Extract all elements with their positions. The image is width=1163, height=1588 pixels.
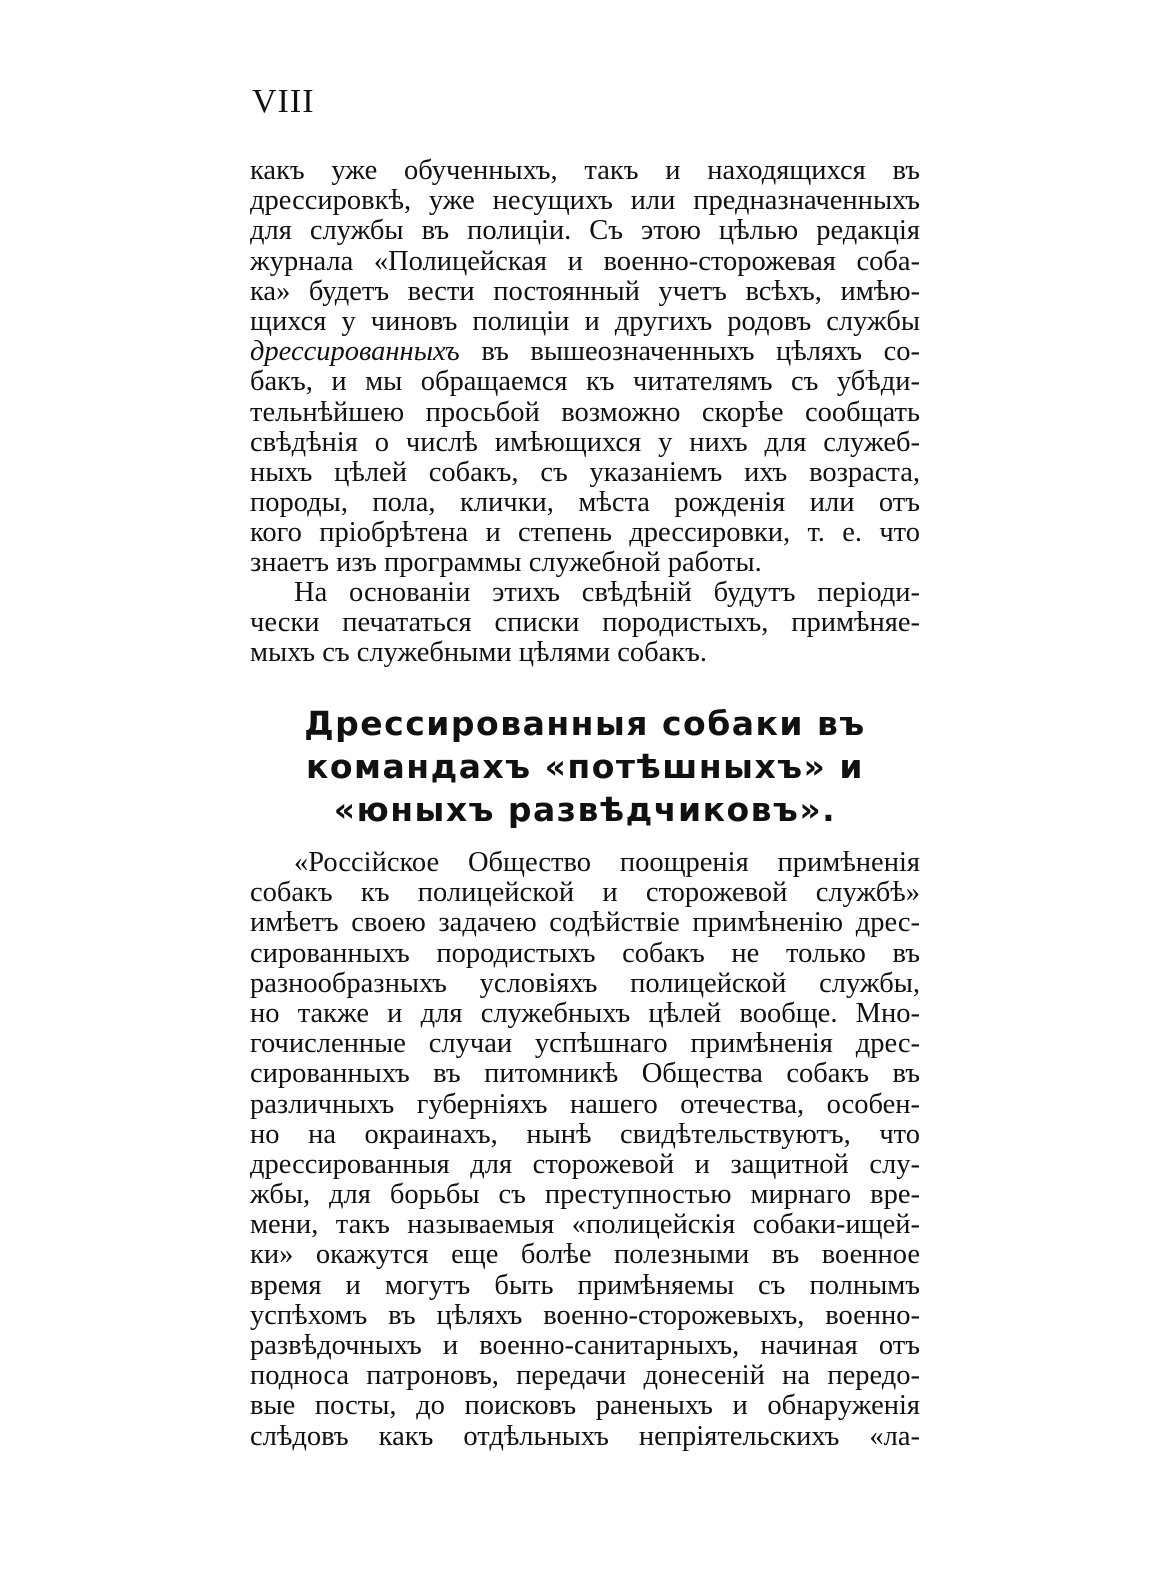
text-line xyxy=(250,337,920,367)
text-line: для службы въ полиціи. Съ этою цѣлью редакція xyxy=(250,216,920,247)
text-line: успѣхомъ въ цѣляхъ военно-сторожевыхъ, военно- xyxy=(250,1300,920,1331)
section-heading xyxy=(250,702,920,831)
text-line: вые посты, до поисковъ раненыхъ и обнаруженія xyxy=(250,1391,920,1422)
text-line: слѣдовъ какъ отдѣльныхъ непріятельскихъ «ла- xyxy=(250,1421,920,1452)
text-line: На основаніи этихъ свѣдѣній будутъ періоди- xyxy=(294,578,920,608)
paragraph-2 xyxy=(250,578,920,669)
text-line: собакъ къ полицейской и сторожевой службѣ» xyxy=(250,878,920,909)
text-line: мыхъ съ служебными цѣлями собакъ. xyxy=(250,638,707,669)
text-line: «Россійское Общество поощренія примѣненія xyxy=(294,848,920,878)
text-line: знаетъ изъ программы служебной работы. xyxy=(250,548,762,579)
text-line: сированныхъ въ питомникѣ Общества собакъ въ xyxy=(250,1059,920,1090)
heading-line: Дрессированныя собаки въ xyxy=(304,704,866,743)
heading-line: «юныхъ развѣдчиковъ». xyxy=(333,790,837,829)
text-line: разнообразныхъ условіяхъ полицейской службы, xyxy=(250,968,920,999)
text-line-rest: въ вышеозначенныхъ цѣляхъ со- xyxy=(481,337,920,368)
text-line: какъ уже обученныхъ, такъ и находящихся въ xyxy=(250,156,920,186)
text-line: время и могутъ быть примѣняемы съ полнымъ xyxy=(250,1270,920,1301)
text-line: развѣдочныхъ и военно-санитарныхъ, начиная отъ xyxy=(250,1331,920,1361)
text-line: жбы, для борьбы съ преступностью мирнаго вре- xyxy=(250,1180,920,1211)
text-line: гочисленные случаи успѣшнаго примѣненія дрес- xyxy=(250,1029,920,1060)
italic-word: дрессированныхъ xyxy=(250,337,460,368)
page-number: VIII xyxy=(252,83,315,120)
text-line: бакъ, и мы обращаемся къ читателямъ съ убѣди- xyxy=(250,367,920,398)
text-line: ки» окажутся еще болѣе полезными въ военное xyxy=(250,1240,920,1271)
text-line: кого пріобрѣтена и степень дрессировки, т. е. что xyxy=(250,518,920,549)
text-line: журнала «Полицейская и военно-сторожевая соба- xyxy=(250,246,920,277)
text-line: дрессировкѣ, уже несущихъ или предназначенныхъ xyxy=(250,186,920,217)
text-line: чески печататься списки породистыхъ, примѣняе- xyxy=(250,608,920,639)
text-line: различныхъ губерніяхъ нашего отечества, особен- xyxy=(250,1089,920,1120)
paragraph-1 xyxy=(250,156,920,579)
text-line: сированныхъ породистыхъ собакъ не только въ xyxy=(250,938,920,969)
text-line: дрессированныя для сторожевой и защитной слу- xyxy=(250,1149,920,1180)
text-line: свѣдѣнія о числѣ имѣющихся у нихъ для служеб- xyxy=(250,427,920,458)
paragraph-3 xyxy=(250,848,920,1452)
text-line: ка» будетъ вести постоянный учетъ всѣхъ, имѣю- xyxy=(250,276,920,307)
text-line: мени, такъ называемыя «полицейскія собаки-ищей- xyxy=(250,1210,920,1241)
text-line: имѣетъ своею задачею содѣйствіе примѣненію дрес- xyxy=(250,908,920,939)
text-line: но также и для служебныхъ цѣлей вообще. Мно- xyxy=(250,998,920,1029)
text-line: подноса патроновъ, передачи донесеній на передо- xyxy=(250,1361,920,1392)
text-line: тельнѣйшею просьбой возможно скорѣе сообщать xyxy=(250,397,920,428)
heading-line: командахъ «потѣшныхъ» и xyxy=(305,747,864,786)
text-line: ныхъ цѣлей собакъ, съ указаніемъ ихъ возраста, xyxy=(250,457,920,488)
text-line: но на окраинахъ, нынѣ свидѣтельствуютъ, что xyxy=(250,1119,920,1150)
text-line: породы, пола, клички, мѣста рожденія или отъ xyxy=(250,488,920,519)
text-line: щихся у чиновъ полиціи и другихъ родовъ службы xyxy=(250,306,920,337)
